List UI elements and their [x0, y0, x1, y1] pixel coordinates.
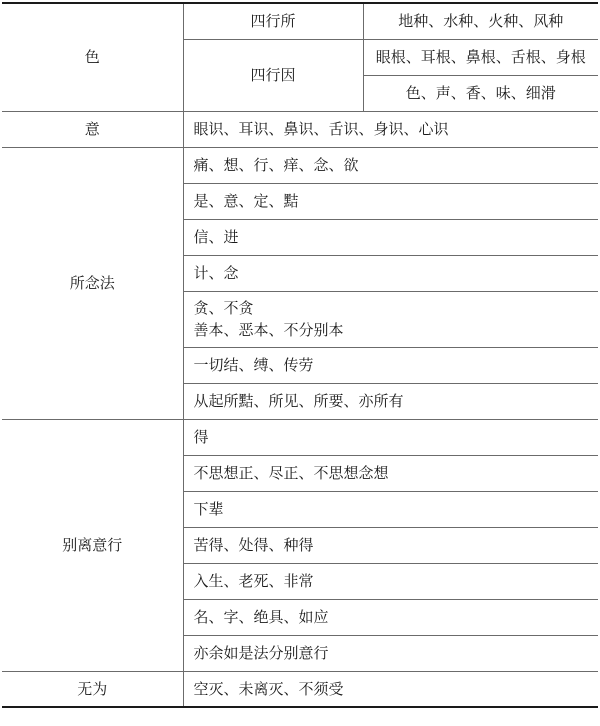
- cell-yi-items: 眼识、耳识、鼻识、舌识、身识、心识: [183, 111, 598, 147]
- table-row: 痛、想、行、痒、念、欲: [183, 147, 598, 183]
- table-row: 下辈: [183, 491, 598, 527]
- table-row: 从起所黠、所见、所要、亦所有: [183, 383, 598, 419]
- table-row: 名、字、绝具、如应: [183, 599, 598, 635]
- cell-sixing-suo-items: 地种、水种、火种、风种: [363, 3, 598, 39]
- table-row: [183, 291, 598, 347]
- subcategory-sixing-suo: 四行所: [183, 3, 363, 39]
- category-bieli: 别离意行: [2, 419, 183, 671]
- cell-sixing-yin-items-2: 色、声、香、味、细滑: [363, 75, 598, 111]
- table-row: 苦得、处得、种得: [183, 527, 598, 563]
- subcategory-sixing-yin: 四行因: [183, 39, 363, 111]
- row-line: 善本、恶本、不分别本: [193, 321, 344, 339]
- table-row: 是、意、定、黠: [183, 183, 598, 219]
- table-row: 亦余如是法分别意行: [183, 635, 598, 671]
- table-row: 计、念: [183, 255, 598, 291]
- doctrine-table: [2, 2, 598, 708]
- category-suonianfa: 所念法: [2, 147, 183, 419]
- table-row: 信、进: [183, 219, 598, 255]
- table-row: 不思想正、尽正、不思想念想: [183, 455, 598, 491]
- category-wuwei: 无为: [2, 671, 183, 707]
- category-se: 色: [2, 3, 183, 111]
- cell-wuwei-items: 空灭、未离灭、不须受: [183, 671, 598, 707]
- row-line: 贪、不贪: [193, 299, 254, 317]
- cell-sixing-yin-items-1: 眼根、耳根、鼻根、舌根、身根: [363, 39, 598, 75]
- table-row: 一切结、缚、传劳: [183, 347, 598, 383]
- category-yi: 意: [2, 111, 183, 147]
- table-row: 入生、老死、非常: [183, 563, 598, 599]
- table-row: 得: [183, 419, 598, 455]
